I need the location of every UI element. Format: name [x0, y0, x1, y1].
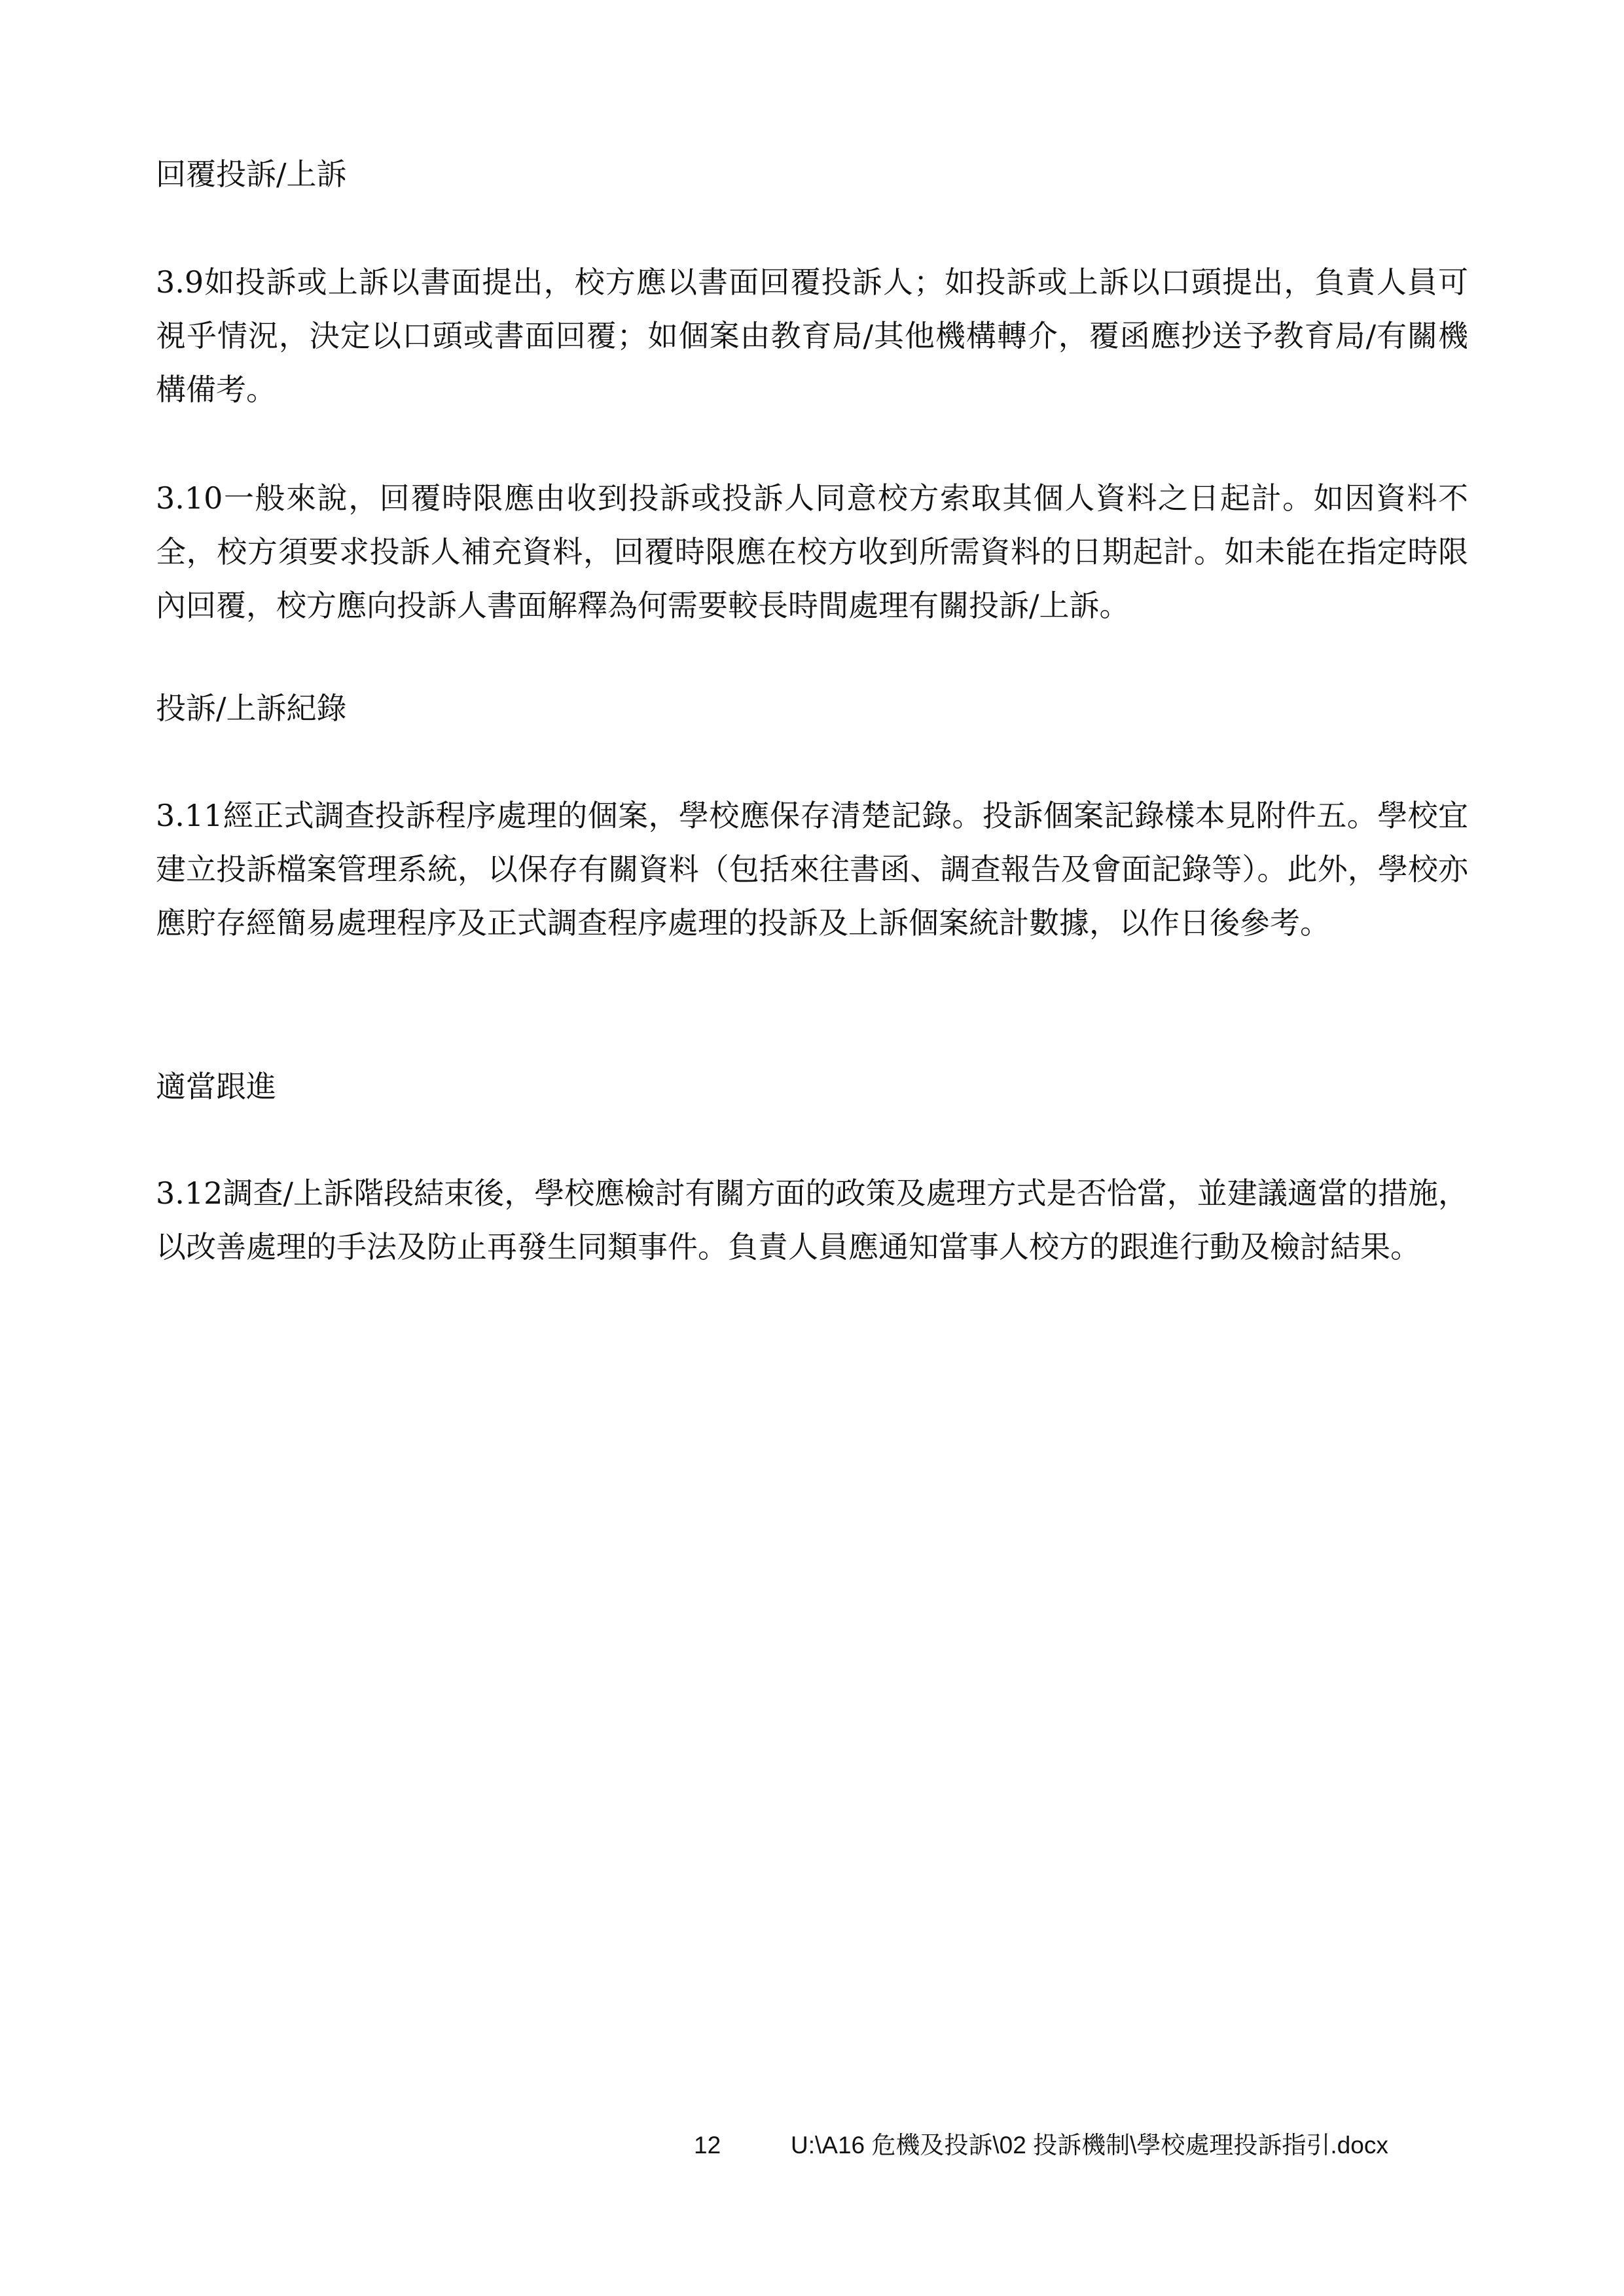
file-path: U:\A16 危機及投訴\02 投訴機制\學校處理投訴指引.docx: [791, 2132, 1388, 2159]
paragraph-3-12: 3.12調查/上訴階段結束後，學校應檢討有關方面的政策及處理方式是否恰當，並建議適當的措施，以改善處理的手法及防止再發生同類事件。負責人員應通知當事人校方的跟進行動及檢討結果。: [156, 1175, 1468, 1265]
section-heading-reply: 回覆投訴/上訴: [156, 156, 347, 192]
page-footer: [694, 2129, 1479, 2162]
page-number: 12: [694, 2132, 721, 2159]
paragraph-3-9: 3.9如投訴或上訴以書面提出，校方應以書面回覆投訴人；如投訴或上訴以口頭提出，負責人員可視乎情況，決定以口頭或書面回覆；如個案由教育局/其他機構轉介，覆函應抄送予教育局/有關機構備考。: [156, 264, 1468, 407]
section-heading-follow-up: 適當跟進: [156, 1069, 276, 1104]
paragraph-3-11: 3.11經正式調查投訴程序處理的個案，學校應保存清楚記錄。投訴個案記錄樣本見附件五。學校宜建立投訴檔案管理系統，以保存有關資料（包括來往書函、調查報告及會面記錄等）。此外，學校亦應貯存經簡易處理程序及正式調查程序處理的投訴及上訴個案統計數據，以作日後參考。: [156, 798, 1468, 941]
section-heading-records: 投訴/上訴紀錄: [156, 691, 347, 726]
paragraph-3-10: 3.10一般來說，回覆時限應由收到投訴或投訴人同意校方索取其個人資料之日起計。如因資料不全，校方須要求投訴人補充資料，回覆時限應在校方收到所需資料的日期起計。如未能在指定時限內回覆，校方應向投訴人書面解釋為何需要較長時間處理有關投訴/上訴。: [156, 480, 1468, 623]
